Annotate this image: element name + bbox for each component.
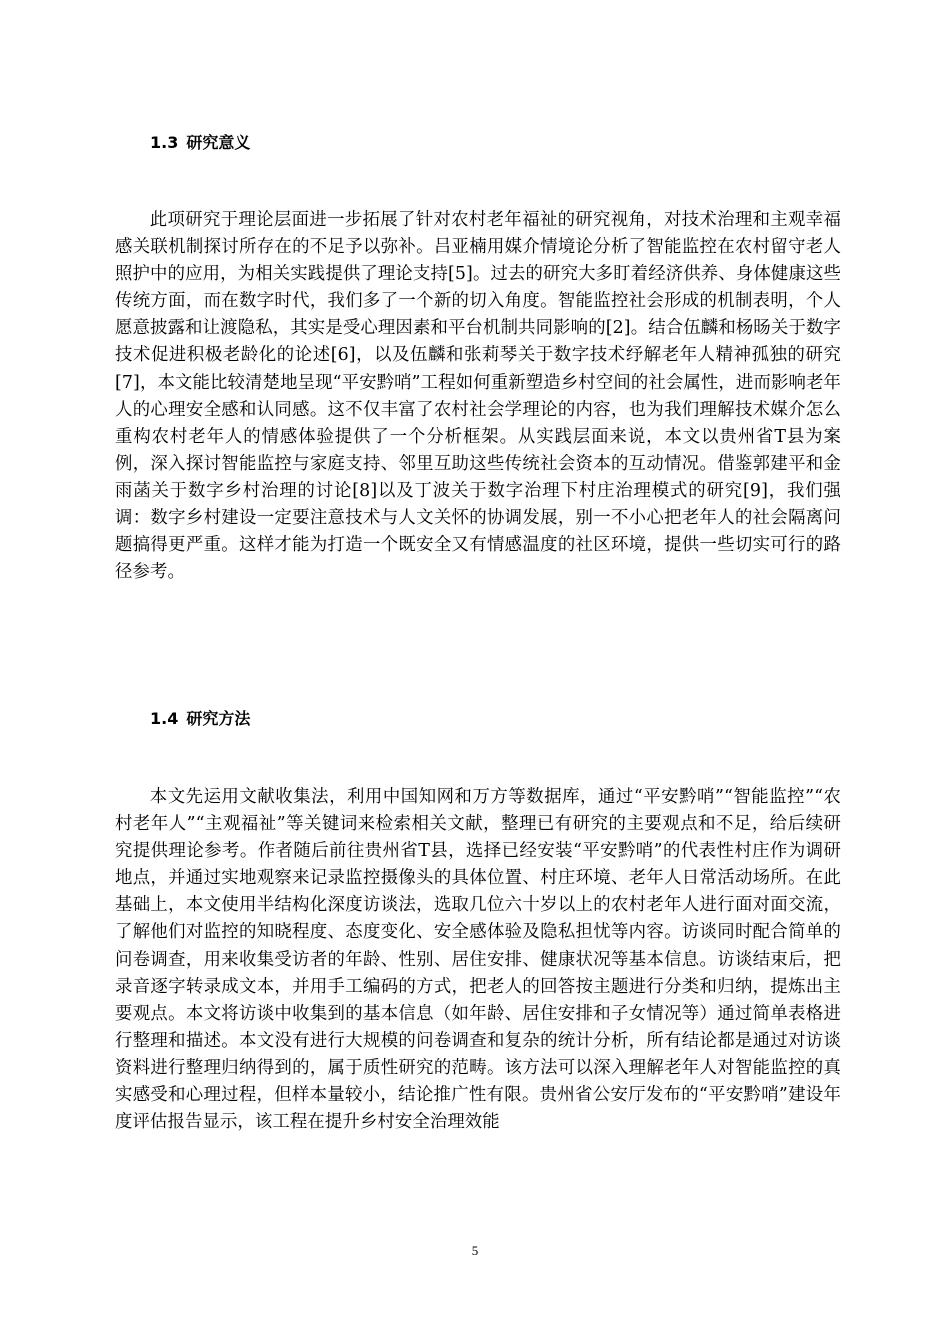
section-heading-1-4	[150, 709, 250, 729]
section-heading-1-3	[150, 133, 250, 153]
section-title: 研究方法	[186, 709, 251, 728]
paragraph-research-methods: 本文先运用文献收集法，利用中国知网和万方等数据库，通过“平安黔哨”“智能监控”“农村老年人”“主观福祉”等关键词来检索相关文献，整理已有研究的主要观点和不足，给后续研究提供理论参考。作者随后前往贵州省T县，选择已经安装“平安黔哨”的代表性村庄作为调研地点，并通过实地观察来记录监控摄像头的具体位置、村庄环境、老年人日常活动场所。在此基础上，本文使用半结构化深度访谈法，选取几位六十岁以上的农村老年人进行面对面交流，了解他们对监控的知晓程度、态度变化、安全感体验及隐私担忧等内容。访谈同时配合简单的问卷调查，用来收集受访者的年龄、性别、居住安排、健康状况等基本信息。访谈结束后，把录音逐字转录成文本，并用手工编码的方式，把老人的回答按主题进行分类和归纳，提炼出主要观点。本文将访谈中收集到的基本信息（如年龄、居住安排和子女情况等）通过简单表格进行整理和描述。本文没有进行大规模的问卷调查和复杂的统计分析，所有结论都是通过对访谈资料进行整理归纳得到的，属于质性研究的范畴。该方法可以深入理解老年人对智能监控的真实感受和心理过程，但样本量较小，结论推广性有限。贵州省公安厅发布的“平安黔哨”建设年度评估报告显示，该工程在提升乡村安全治理效能	[115, 787, 841, 1133]
section-number: 1.4	[150, 709, 179, 728]
page-number: 5	[471, 1243, 479, 1258]
section-title: 研究意义	[186, 133, 251, 152]
paragraph-research-significance: 此项研究于理论层面进一步拓展了针对农村老年福祉的研究视角，对技术治理和主观幸福感关联机制探讨所存在的不足予以弥补。吕亚楠用媒介情境论分析了智能监控在农村留守老人照护中的应用，为相关实践提供了理论支持[5]。过去的研究大多盯着经济供养、身体健康这些传统方面，而在数字时代，我们多了一个新的切入角度。智能监控社会形成的机制表明，个人愿意披露和让渡隐私，其实是受心理因素和平台机制共同影响的[2]。结合伍麟和杨旸关于数字技术促进积极老龄化的论述[6]，以及伍麟和张莉琴关于数字技术纾解老年人精神孤独的研究[7]，本文能比较清楚地呈现“平安黔哨”工程如何重新塑造乡村空间的社会属性，进而影响老年人的心理安全感和认同感。这不仅丰富了农村社会学理论的内容，也为我们理解技术媒介怎么重构农村老年人的情感体验提供了一个分析框架。从实践层面来说，本文以贵州省T县为案例，深入探讨智能监控与家庭支持、邻里互助这些传统社会资本的互动情况。借鉴郭建平和金雨菡关于数字乡村治理的讨论[8]以及丁波关于数字治理下村庄治理模式的研究[9]，我们强调：数字乡村建设一定要注意技术与人文关怀的协调发展，别一不小心把老年人的社会隔离问题搞得更严重。这样才能为打造一个既安全又有情感温度的社区环境，提供一些切实可行的路径参考。	[115, 210, 841, 583]
section-number: 1.3	[150, 133, 179, 152]
